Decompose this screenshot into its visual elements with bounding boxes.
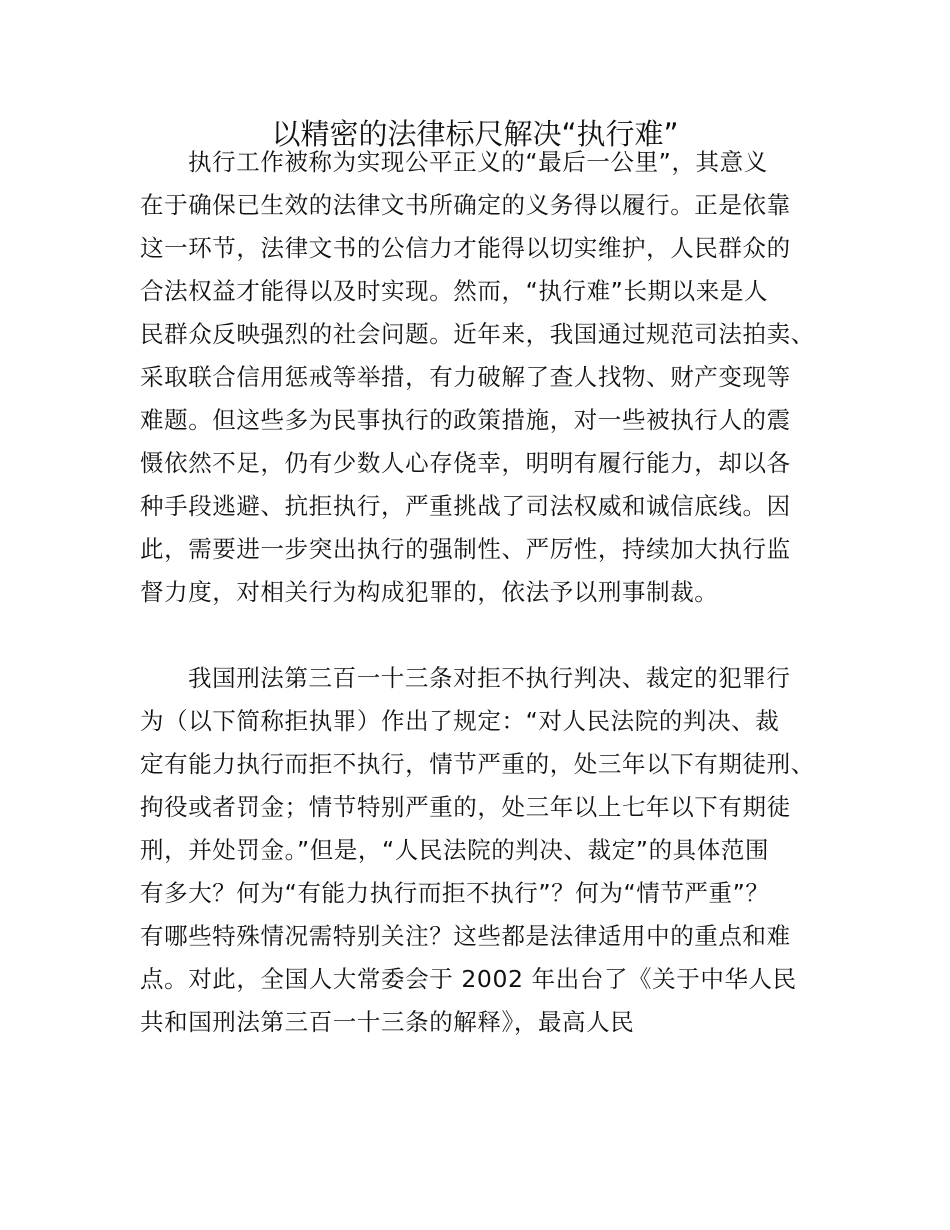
- text-line: 合法权益才能得以及时实现。然而，“执行难”长期以来是人: [140, 277, 769, 305]
- text-line: 这一环节，法律文书的公信力才能得以切实维护，人民群众的: [140, 234, 791, 262]
- text-line: 有哪些特殊情况需特别关注？这些都是法律适用中的重点和难: [140, 922, 791, 950]
- text-line: 我国刑法第三百一十三条对拒不执行判决、裁定的犯罪行: [188, 664, 791, 692]
- text-line: 定有能力执行而拒不执行，情节严重的，处三年以下有期徒刑、: [140, 750, 815, 778]
- text-line: 督力度，对相关行为构成犯罪的，依法予以刑事制裁。: [140, 578, 719, 606]
- paragraph-2: [140, 657, 840, 1044]
- text-line: 采取联合信用惩戒等举措，有力破解了查人找物、财产变现等: [140, 363, 791, 391]
- text-line: 种手段逃避、抗拒执行，严重挑战了司法权威和诚信底线。因: [140, 492, 791, 520]
- text-line: 难题。但这些多为民事执行的政策措施，对一些被执行人的震: [140, 406, 791, 434]
- text-line: 慑依然不足，仍有少数人心存侥幸，明明有履行能力，却以各: [140, 449, 791, 477]
- text-line: 共和国刑法第三百一十三条的解释》，最高人民: [140, 1008, 635, 1036]
- text-line: 有多大？何为“有能力执行而拒不执行”？何为“情节严重”？: [140, 879, 770, 907]
- document-title: 以精密的法律标尺解决“执行难”: [271, 117, 679, 151]
- paragraph-1: [140, 141, 840, 614]
- text-line: 为（以下简称拒执罪）作出了规定：“对人民法院的判决、裁: [140, 707, 780, 735]
- text-line: 刑，并处罚金。”但是，“人民法院的判决、裁定”的具体范围: [140, 836, 770, 864]
- text-line: 执行工作被称为实现公平正义的“最后一公里”，其意义: [188, 148, 768, 176]
- text-line: 点。对此，全国人大常委会于 2002 年出台了《关于中华人民: [140, 965, 797, 993]
- text-line: 在于确保已生效的法律文书所确定的义务得以履行。正是依靠: [140, 191, 791, 219]
- text-line: 拘役或者罚金；情节特别严重的，处三年以上七年以下有期徒: [140, 793, 791, 821]
- text-line: 此，需要进一步突出执行的强制性、严厉性，持续加大执行监: [140, 535, 791, 563]
- text-line: 民群众反映强烈的社会问题。近年来，我国通过规范司法拍卖、: [140, 320, 815, 348]
